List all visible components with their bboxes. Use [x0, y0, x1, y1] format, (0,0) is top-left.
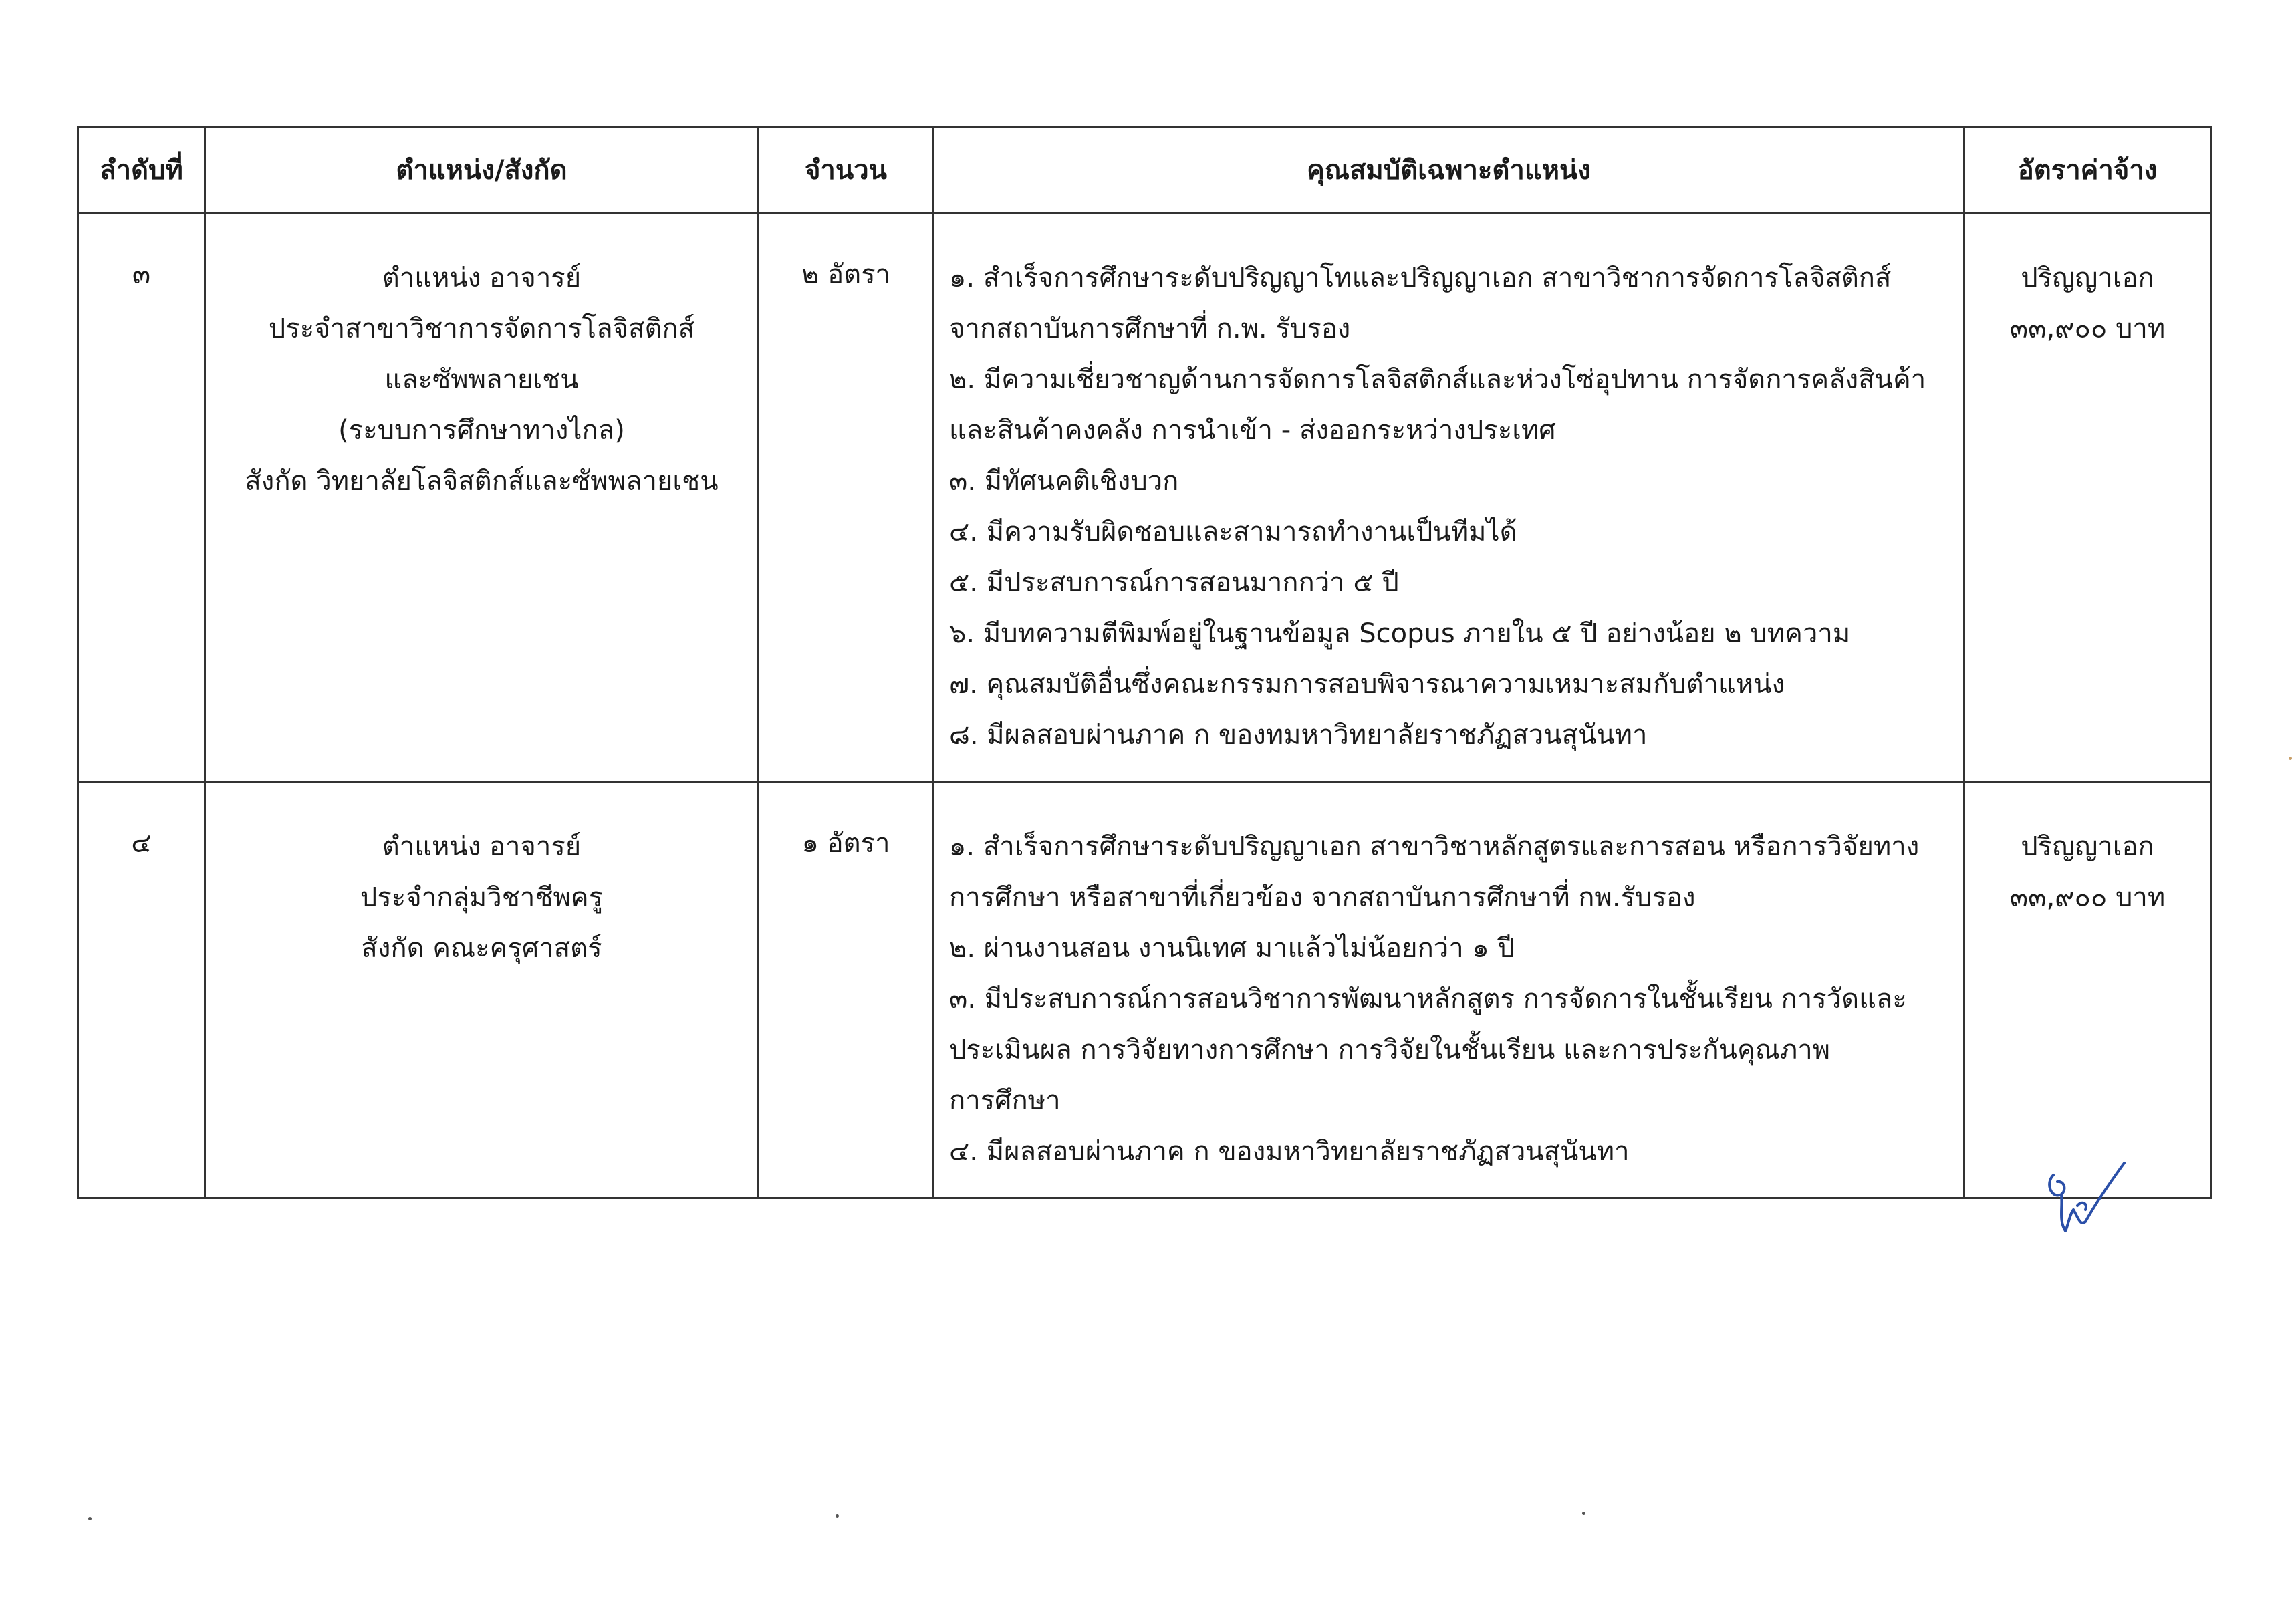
qualification-line: การศึกษา หรือสาขาที่เกี่ยวข้อง จากสถาบันการศึกษาที่ กพ.รับรอง: [949, 882, 1696, 913]
scan-speck: [88, 1517, 92, 1520]
position-line: สังกัด คณะครุศาสตร์: [361, 933, 602, 964]
scan-speck: [2289, 757, 2292, 760]
rate-amount: ๓๓,๙๐๐ บาท: [2009, 882, 2166, 913]
rate-cell: [1964, 213, 2211, 782]
position-line: (ระบบการศึกษาทางไกล): [338, 415, 625, 446]
qualification-line: ๕. มีประสบการณ์การสอนมากกว่า ๕ ปี: [949, 567, 1399, 598]
recruitment-table: [77, 126, 2212, 1199]
position-line: ประจำกลุ่มวิชาชีพครู: [360, 882, 604, 913]
table-row: [78, 782, 2211, 1198]
header-qualifications: คุณสมบัติเฉพาะตำแหน่ง: [934, 127, 1964, 213]
row-number: ๔: [78, 782, 205, 1198]
qualification-line: ๘. มีผลสอบผ่านภาค ก ของทมหาวิทยาลัยราชภัฏสวนสุนันทา: [949, 720, 1648, 751]
position-line: และซัพพลายเชน: [384, 364, 579, 395]
qualification-line: ๔. มีผลสอบผ่านภาค ก ของมหาวิทยาลัยราชภัฏสวนสุนันทา: [949, 1136, 1630, 1167]
rate-degree: ปริญญาเอก: [2021, 831, 2154, 862]
qualification-line: ประเมินผล การวิจัยทางการศึกษา การวิจัยในชั้นเรียน และการประกันคุณภาพ: [949, 1035, 1831, 1065]
header-count: จำนวน: [759, 127, 934, 213]
position-line: ตำแหน่ง อาจารย์: [382, 263, 582, 293]
qualification-line: ๑. สำเร็จการศึกษาระดับปริญญาโทและปริญญาเอก สาขาวิชาการจัดการโลจิสติกส์: [949, 263, 1892, 293]
count-cell: ๒ อัตรา: [759, 213, 934, 782]
row-number: ๓: [78, 213, 205, 782]
header-number: ลำดับที่: [78, 127, 205, 213]
position-cell: [205, 213, 759, 782]
position-cell: [205, 782, 759, 1198]
scan-speck: [1582, 1512, 1585, 1515]
count-cell: ๑ อัตรา: [759, 782, 934, 1198]
table-row: [78, 213, 2211, 782]
table-header-row: [78, 127, 2211, 213]
qualification-line: ๔. มีความรับผิดชอบและสามารถทำงานเป็นทีมได้: [949, 517, 1517, 547]
qualifications-list: [949, 253, 1951, 761]
rate-amount: ๓๓,๙๐๐ บาท: [2009, 313, 2166, 344]
position-line: สังกัด วิทยาลัยโลจิสติกส์และซัพพลายเชน: [245, 466, 719, 497]
handwritten-signature: [2039, 1156, 2139, 1243]
position-line: ตำแหน่ง อาจารย์: [382, 831, 582, 862]
qualifications-list: [949, 821, 1951, 1177]
position-line: ประจำสาขาวิชาการจัดการโลจิสติกส์: [268, 313, 695, 344]
scan-speck: [836, 1514, 839, 1518]
rate-cell: [1964, 782, 2211, 1198]
header-position: ตำแหน่ง/สังกัด: [205, 127, 759, 213]
qualification-line: ๗. คุณสมบัติอื่นซึ่งคณะกรรมการสอบพิจารณาความเหมาะสมกับตำแหน่ง: [949, 669, 1785, 700]
qualification-line: ๓. มีประสบการณ์การสอนวิชาการพัฒนาหลักสูตร การจัดการในชั้นเรียน การวัดและ: [949, 984, 1907, 1015]
qualification-line: ๓. มีทัศนคติเชิงบวก: [949, 466, 1179, 497]
header-rate: อัตราค่าจ้าง: [1964, 127, 2211, 213]
qualification-line: การศึกษา: [949, 1085, 1061, 1116]
qualification-line: ๒. ผ่านงานสอน งานนิเทศ มาแล้วไม่น้อยกว่า ๑ ปี: [949, 933, 1515, 964]
qualification-line: ๒. มีความเชี่ยวชาญด้านการจัดการโลจิสติกส์และห่วงโซ่อุปทาน การจัดการคลังสินค้า: [949, 364, 1926, 395]
qualification-line: และสินค้าคงคลัง การนำเข้า - ส่งออกระหว่างประเทศ: [949, 415, 1556, 446]
qualifications-cell: [934, 782, 1964, 1198]
qualifications-cell: [934, 213, 1964, 782]
qualification-line: ๑. สำเร็จการศึกษาระดับปริญญาเอก สาขาวิชาหลักสูตรและการสอน หรือการวิจัยทาง: [949, 831, 1920, 862]
rate-degree: ปริญญาเอก: [2021, 263, 2154, 293]
qualification-line: ๖. มีบทความตีพิมพ์อยู่ในฐานข้อมูล Scopus ภายใน ๕ ปี อย่างน้อย ๒ บทความ: [949, 618, 1851, 649]
qualification-line: จากสถาบันการศึกษาที่ ก.พ. รับรอง: [949, 313, 1351, 344]
